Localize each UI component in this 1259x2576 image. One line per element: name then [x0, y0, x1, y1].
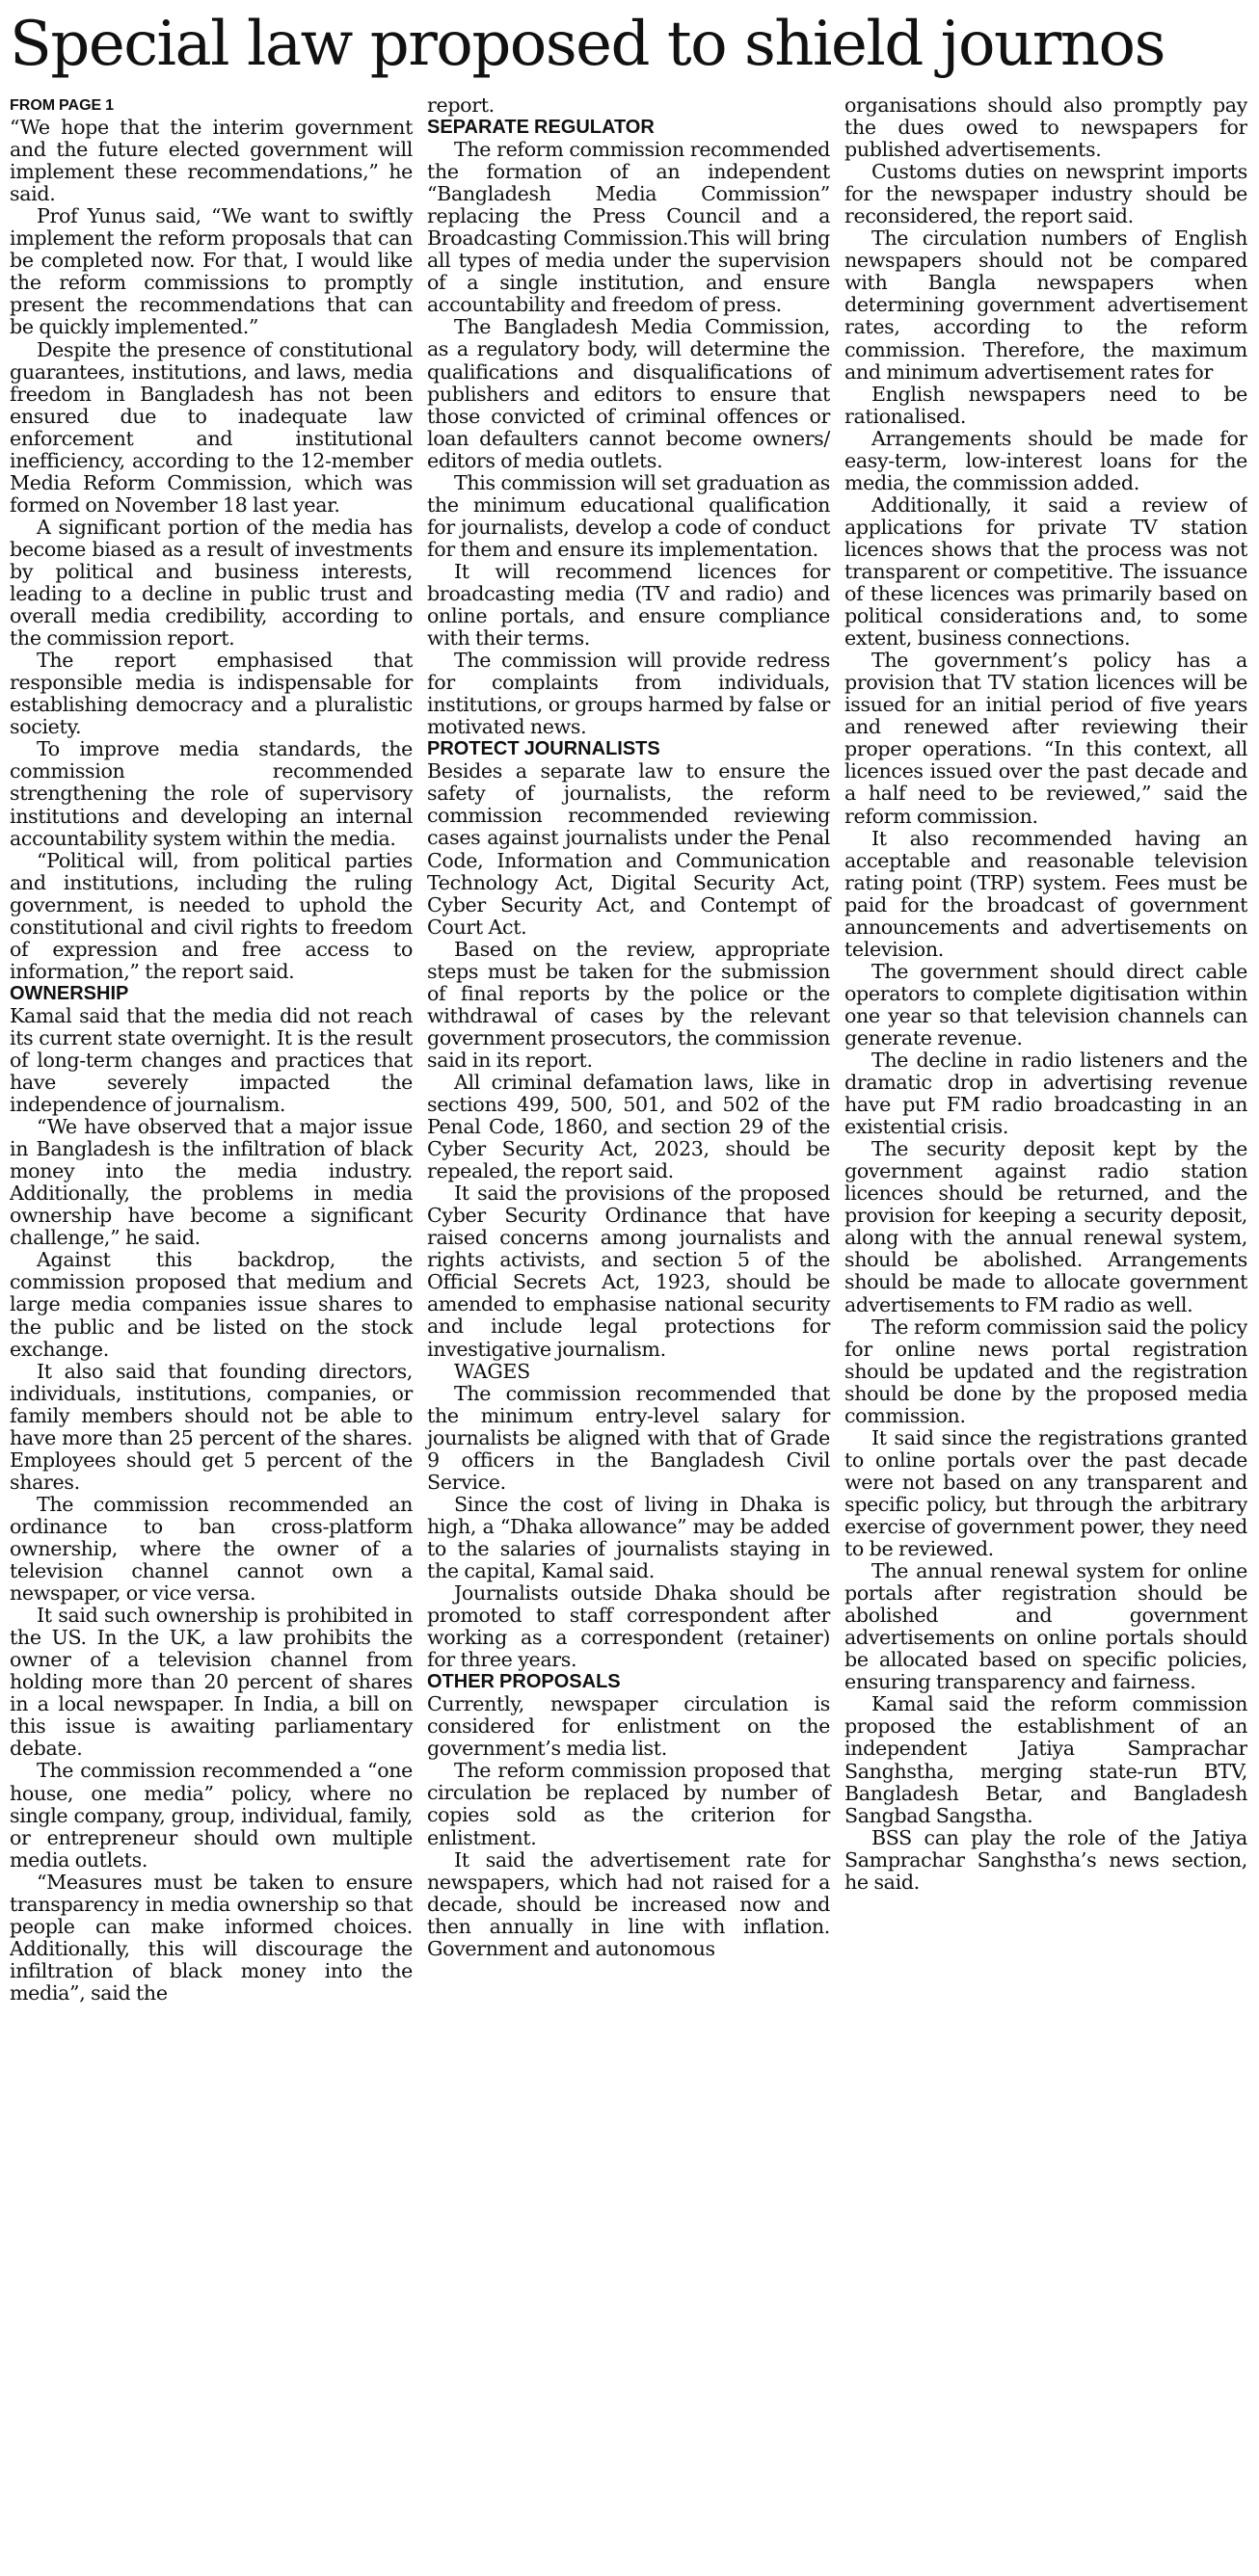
- paragraph: Prof Yunus said, “We want to swiftly implement the reform proposals that can be completed now. For that, I would like the reform commissions to promptly present the recommendations that can be quickly implemented.”: [10, 204, 413, 339]
- paragraph: It said since the registrations granted to online portals over the past decade were not based on any transparent and specific policy, but through the arbitrary exercise of government power, they need to be reviewed.: [844, 1425, 1247, 1561]
- paragraph: Besides a separate law to ensure the safety of journalists, the reform commission recommended reviewing cases against journalists under the Penal Code, Information and Communication Technology Act, Digital Security Act, Cyber Security Act, and Contempt of Court Act.: [427, 759, 830, 939]
- paragraph: It also said that founding directors, individuals, institutions, companies, or family members should not be able to have more than 25 percent of the shares. Employees should get 5 percent of the shares.: [10, 1359, 413, 1494]
- column-2: [427, 94, 830, 2576]
- paragraph: BSS can play the role of the Jatiya Samprachar Sanghstha’s news section, he said.: [844, 1825, 1247, 1894]
- paragraph: The commission recommended an ordinance to ban cross-platform ownership, where the owner of a television channel cannot own a newspaper, or vice versa.: [10, 1492, 413, 1606]
- paragraph: The decline in radio listeners and the dramatic drop in advertising revenue have put FM radio broadcasting in an existential crisis.: [844, 1049, 1247, 1139]
- paragraph: Arrangements should be made for easy-term, low-interest loans for the media, the commission added.: [844, 426, 1247, 494]
- paragraph: It said the provisions of the proposed Cyber Security Ordinance that have raised concerns among journalists and rights activists, and section 5 of the Official Secrets Act, 1923, should be amended to emphasise national security and include legal protections for investigative journalism.: [427, 1182, 830, 1361]
- paragraph: To improve media standards, the commission recommended strengthening the role of supervisory institutions and developing an internal accountability system within the media.: [10, 737, 413, 850]
- paragraph: It said such ownership is prohibited in the US. In the UK, a law prohibits the owner of a television channel from holding more than 20 percent of shares in a local newspaper. In India, a bill on this issue is awaiting parliamentary debate.: [10, 1604, 413, 1761]
- paragraph: The commission will provide redress for complaints from individuals, institutions, or groups harmed by false or motivated news.: [427, 649, 830, 739]
- subhead-ownership: OWNERSHIP: [10, 982, 129, 1004]
- paragraph: The report emphasised that responsible media is indispensable for establishing democracy and a pluralistic society.: [10, 649, 413, 739]
- paragraph: “We hope that the interim government and the future elected government will implement these recommendations,” he said.: [10, 116, 413, 206]
- headline: Special law proposed to shield journos: [10, 9, 1165, 80]
- paragraph: “We have observed that a major issue in Bangladesh is the infiltration of black money into the media industry. Additionally, the problems in media ownership have become a significant challenge,” he said.: [10, 1115, 413, 1250]
- paragraph: The Bangladesh Media Commission, as a regulatory body, will determine the qualifications and disqualifications of publishers and editors to ensure that those convicted of criminal offences or loan defaulters cannot become owners/ editors of media outlets.: [427, 315, 830, 472]
- paragraph: All criminal defamation laws, like in sections 499, 500, 501, and 502 of the Penal Code, 1860, and section 29 of the Cyber Security Act, 2023, should be repealed, the report said.: [427, 1070, 830, 1183]
- paragraph: It will recommend licences for broadcasting media (TV and radio) and online portals, and ensure compliance with their terms.: [427, 559, 830, 651]
- paragraph: organisations should also promptly pay the dues owed to newspapers for published advertisements.: [844, 94, 1247, 162]
- paragraph: The commission recommended that the minimum entry-level salary for journalists be aligned with that of Grade 9 officers in the Bangladesh Civil Service.: [427, 1381, 830, 1494]
- paragraph: The security deposit kept by the government against radio station licences should be returned, and the provision for keeping a security deposit, along with the annual renewal system, should be abolished. Arrangements should be made to allocate government advertisements to FM radio as well.: [844, 1137, 1247, 1316]
- paragraph: Despite the presence of constitutional guarantees, institutions, and laws, media freedom in Bangladesh has not been ensured due to inadequate law enforcement and institutional inefficiency, according to the 12-member Media Reform Commission, which was formed on November 18 last year.: [10, 337, 413, 517]
- paragraph: Customs duties on newsprint imports for the newspaper industry should be reconsidered, the report said.: [844, 160, 1247, 228]
- paragraph: The government’s policy has a provision that TV station licences will be issued for an initial period of five years and renewed after reviewing their proper operations. “In this context, all licences issued over the past decade and a half need to be reviewed,” said the reform commission.: [844, 649, 1247, 828]
- paragraph: It said the advertisement rate for newspapers, which had not raised for a decade, should be increased now and then annually in line with inflation. Government and autonomous: [427, 1847, 830, 1960]
- paragraph: “Political will, from political parties and institutions, including the ruling government, is needed to uphold the constitutional and civil rights to freedom of expression and free access to information,” the report said.: [10, 848, 413, 983]
- paragraph: “Measures must be taken to ensure transparency in media ownership so that people can make informed choices. Additionally, this will discourage the infiltration of black money into the media”, said the: [10, 1870, 413, 2005]
- paragraph: The annual renewal system for online portals after registration should be abolished and government advertisements on online portals should be allocated based on specific policies, ensuring transparency and fairness.: [844, 1559, 1247, 1694]
- paragraph: This commission will set graduation as the minimum educational qualification for journalists, develop a code of conduct for them and ensure its implementation.: [427, 470, 830, 561]
- paragraph: Against this backdrop, the commission proposed that medium and large media companies issue shares to the public and be listed on the stock exchange.: [10, 1248, 413, 1361]
- subhead-separate-regulator: SEPARATE REGULATOR: [427, 117, 655, 139]
- paragraph: A significant portion of the media has become biased as a result of investments by political and business interests, leading to a decline in public trust and overall media credibility, according to the commission report.: [10, 515, 413, 651]
- paragraph: English newspapers need to be rationalised.: [844, 382, 1247, 428]
- column-3: [844, 94, 1247, 2576]
- paragraph: Currently, newspaper circulation is considered for enlistment on the government’s media list.: [427, 1692, 830, 1761]
- subhead-other-proposals: OTHER PROPOSALS: [427, 1671, 621, 1693]
- article-body: [10, 94, 1247, 2576]
- paragraph: The government should direct cable operators to complete digitisation within one year so that television channels can generate revenue.: [844, 959, 1247, 1049]
- paragraph: It also recommended having an acceptable and reasonable television rating point (TRP) system. Fees must be paid for the broadcast of government announcements and advertisements on television.: [844, 826, 1247, 961]
- paragraph: The commission recommended a “one house, one media” policy, where no single company, group, individual, family, or entrepreneur should own multiple media outlets.: [10, 1759, 413, 1872]
- paragraph: Additionally, it said a review of applications for private TV station licences shows that the process was not transparent or competitive. The issuance of these licences was primarily based on political considerations and, to some extent, business connections.: [844, 492, 1247, 651]
- dateline: FROM PAGE 1: [10, 97, 115, 114]
- paragraph: Kamal said the reform commission proposed the establishment of an independent Jatiya Samprachar Sanghstha, merging state-run BTV, Bangladesh Betar, and Bangladesh Sangbad Sangstha.: [844, 1692, 1247, 1827]
- subhead-protect-journalists: PROTECT JOURNALISTS: [427, 738, 660, 760]
- paragraph: report.: [427, 94, 495, 117]
- paragraph: Since the cost of living in Dhaka is high, a “Dhaka allowance” may be added to the salaries of journalists staying in the capital, Kamal said.: [427, 1492, 830, 1582]
- paragraph: The reform commission said the policy for online news portal registration should be updated and the registration should be done by the proposed media commission.: [844, 1315, 1247, 1427]
- paragraph: Based on the review, appropriate steps must be taken for the submission of final reports by the police or the withdrawal of cases by the relevant government prosecutors, the commission said in its report.: [427, 937, 830, 1072]
- paragraph: The reform commission proposed that circulation be replaced by number of copies sold as the criterion for enlistment.: [427, 1759, 830, 1849]
- paragraph: The circulation numbers of English newspapers should not be compared with Bangla newspapers when determining government advertisement rates, according to the reform commission. Therefore, the maximum and minimum advertisement rates for: [844, 226, 1247, 384]
- paragraph: Journalists outside Dhaka should be promoted to staff correspondent after working as a correspondent (retainer) for three years.: [427, 1581, 830, 1672]
- paragraph: Kamal said that the media did not reach its current state overnight. It is the result of long-term changes and practices that have severely impacted the independence of journalism.: [10, 1003, 413, 1117]
- column-1: [10, 94, 413, 2576]
- subhead-wages: WAGES: [454, 1359, 530, 1383]
- paragraph: The reform commission recommended the formation of an independent “Bangladesh Media Commission” replacing the Press Council and a Broadcasting Commission.This will bring all types of media under the supervision of a single institution, and ensure accountability and freedom of press.: [427, 138, 830, 317]
